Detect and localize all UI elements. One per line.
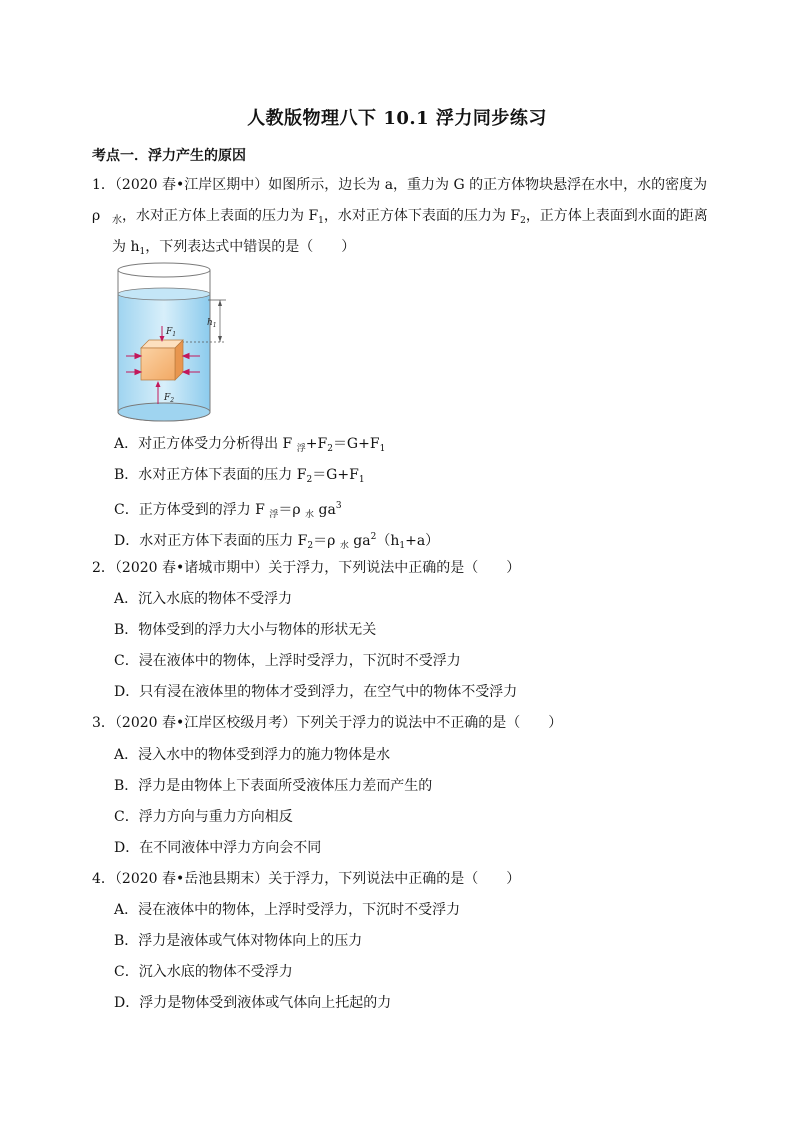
page-title: 人教版物理八下 10.1 浮力同步练习 [247,108,547,129]
question-1-option-c: C．正方体受到的浮力 F $_浮$＝ρ $_水$ $ga^3$ [114,501,342,520]
question-4-stem: 4．（2020 春•岳池县期末）关于浮力，下列说法中正确的是（ ） [92,871,521,887]
question-1-option-b: B．水对正方体下表面的压力 $F_2=G+F_1$ [114,467,365,485]
question-4-option-b: B．浮力是液体或气体对物体向上的压力 [114,933,363,949]
question-2-option-a: A．沉入水底的物体不受浮力 [114,591,293,607]
question-1-option-d: D．水对正方体下表面的压力 $F_2=\rho$ $_水$ $ga^2(h_1+a)$ [114,532,440,551]
beaker-bottom [118,403,210,421]
question-3-option-c: C．浮力方向与重力方向相反 [114,809,293,825]
beaker-rim [118,263,210,277]
question-3-option-a: A．浸入水中的物体受到浮力的施力物体是水 [114,747,391,763]
question-3-option-d: D．在不同液体中浮力方向会不同 [114,840,322,856]
h1-label: $h_1$ [207,318,217,329]
question-2-option-b: B．物体受到的浮力大小与物体的形状无关 [114,622,377,638]
question-1-line-3: 为 $h_1$，下列表达式中错误的是（ ） [112,239,356,257]
question-4-option-c: C．沉入水底的物体不受浮力 [114,964,293,980]
question-4-option-d: D．浮力是物体受到液体或气体向上托起的力 [114,995,392,1011]
question-4-option-a: A．浸在液体中的物体，上浮时受浮力，下沉时不受浮力 [114,902,461,918]
question-2-option-d: D．只有浸在液体里的物体才受到浮力，在空气中的物体不受浮力 [114,684,518,700]
section-heading: 考点一．浮力产生的原因 [92,148,246,164]
water-surface [118,288,210,300]
f2-label: $F_2$ [164,393,175,404]
beaker-cube-figure [108,260,240,426]
f1-label: $F_1$ [166,327,177,338]
question-3-stem: 3．（2020 春•江岸区校级月考）下列关于浮力的说法中不正确的是（ ） [92,715,563,731]
question-2-option-c: C．浸在液体中的物体，上浮时受浮力，下沉时不受浮力 [114,653,461,669]
question-1-line-2: $_水$，水对正方体上表面的压力为 $F_1$，水对正方体下表面的压力为 $F_2$，正方体上表面到水面的距离 [112,208,708,226]
question-1-line-1: 1．（2020 春•江岸区期中）如图所示，边长为 a，重力为 G 的正方体物块悬浮在水中，水的密度为 ρ [92,177,708,224]
cube-front [141,348,175,380]
question-1-option-a: A．对正方体受力分析得出 F $_浮+F_2=G+F_1$ [114,436,386,454]
question-2-stem: 2．（2020 春•诸城市期中）关于浮力，下列说法中正确的是（ ） [92,560,521,576]
question-3-option-b: B．浮力是由物体上下表面所受液体压力差而产生的 [114,778,433,794]
